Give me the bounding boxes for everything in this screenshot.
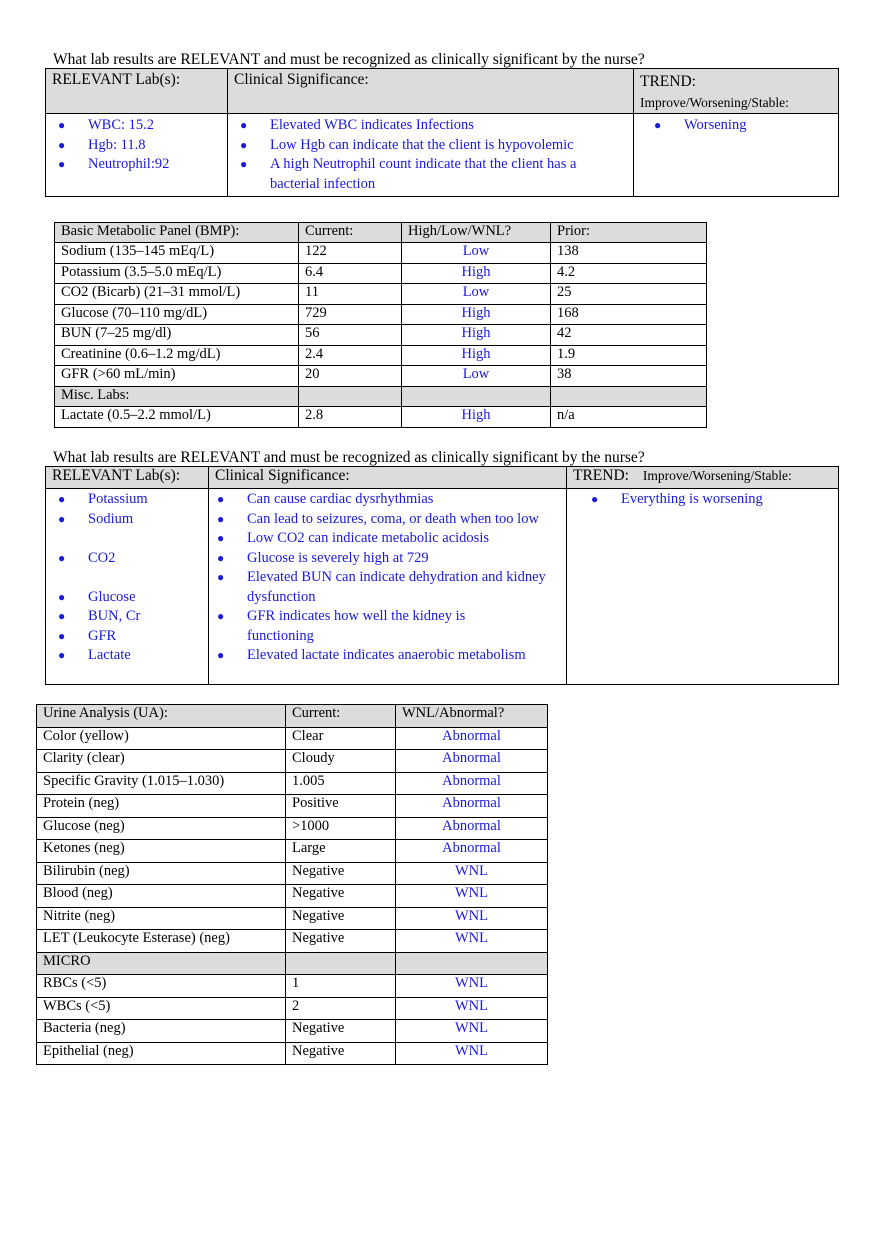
list-item: ● Hgb: 11.8: [44, 136, 227, 156]
ua-status: Abnormal: [396, 840, 548, 863]
ua-current: Negative: [286, 862, 396, 885]
list-item: ● Lactate: [44, 646, 208, 666]
list-item: ● Sodium: [44, 510, 208, 530]
ua-current: 1: [286, 975, 396, 998]
section2-labs-cell: [46, 489, 209, 685]
ua-name: LET (Leukocyte Esterase) (neg): [37, 930, 286, 953]
micro-row: [37, 952, 548, 975]
ua-current: Negative: [286, 885, 396, 908]
table-row: [55, 325, 707, 346]
ua-current: 2: [286, 997, 396, 1020]
ua-name: Nitrite (neg): [37, 907, 286, 930]
table-row: [37, 817, 548, 840]
lab-status: Low: [402, 366, 551, 387]
table-row: [37, 907, 548, 930]
lab-current: 2.8: [299, 407, 402, 428]
table-row: [55, 263, 707, 284]
list-item: ● Worsening: [640, 116, 838, 136]
section2-table: [45, 466, 839, 685]
trend-label: TREND:: [573, 467, 629, 484]
list-item: ● Everything is worsening: [577, 490, 838, 510]
table-row: [55, 304, 707, 325]
table-row: [37, 930, 548, 953]
list-item: ● Elevated WBC indicates Infections: [226, 116, 629, 136]
list-item: ● Can cause cardiac dysrhythmias: [203, 490, 566, 510]
ua-status: WNL: [396, 1042, 548, 1065]
section2-significance-header: Clinical Significance:: [209, 467, 567, 489]
ua-name: Clarity (clear): [37, 750, 286, 773]
section2-labs-header: RELEVANT Lab(s):: [46, 467, 209, 489]
ua-name: Glucose (neg): [37, 817, 286, 840]
lab-current: 56: [299, 325, 402, 346]
ua-name: Bacteria (neg): [37, 1020, 286, 1043]
lab-prior: 4.2: [551, 263, 707, 284]
lab-name: CO2 (Bicarb) (21–31 mmol/L): [55, 284, 299, 305]
ua-current: Negative: [286, 1020, 396, 1043]
table-row: [55, 284, 707, 305]
ua-status: WNL: [396, 1020, 548, 1043]
list-item: ● GFR indicates how well the kidney is functioning: [203, 607, 566, 646]
bmp-table: [54, 222, 707, 428]
table-row: [37, 862, 548, 885]
lab-status: High: [402, 263, 551, 284]
list-item: ● A high Neutrophil count indicate that the client has a bacterial infection: [226, 155, 629, 194]
bmp-header-status: High/Low/WNL?: [402, 223, 551, 243]
list-item: ● Low Hgb can indicate that the client is hypovolemic: [226, 136, 629, 156]
lab-current: 6.4: [299, 263, 402, 284]
lab-status: High: [402, 407, 551, 428]
lab-status: Low: [402, 243, 551, 264]
lab-prior: 25: [551, 284, 707, 305]
table-row: [37, 885, 548, 908]
bmp-header-current: Current:: [299, 223, 402, 243]
lab-status: High: [402, 345, 551, 366]
lab-name: GFR (>60 mL/min): [55, 366, 299, 387]
micro-label: MICRO: [37, 952, 286, 975]
table-row: [37, 1042, 548, 1065]
lab-name: Sodium (135–145 mEq/L): [55, 243, 299, 264]
list-item: ● Can lead to seizures, coma, or death when too low: [203, 510, 566, 530]
misc-labs-label: Misc. Labs:: [55, 386, 299, 407]
trend-sub-label: Improve/Worsening/Stable:: [642, 468, 792, 483]
list-item: ● Elevated BUN can indicate dehydration and kidney dysfunction: [203, 568, 566, 607]
table-row: [55, 366, 707, 387]
list-item: ● Neutrophil:92: [44, 155, 227, 175]
lab-prior: 138: [551, 243, 707, 264]
list-item: ● GFR: [44, 627, 208, 647]
lab-prior: 42: [551, 325, 707, 346]
section1-significance-cell: [228, 114, 634, 197]
lab-name: Potassium (3.5–5.0 mEq/L): [55, 263, 299, 284]
ua-current: Positive: [286, 795, 396, 818]
lab-name: Glucose (70–110 mg/dL): [55, 304, 299, 325]
ua-status: Abnormal: [396, 817, 548, 840]
ua-name: Ketones (neg): [37, 840, 286, 863]
ua-status: WNL: [396, 975, 548, 998]
lab-status: High: [402, 325, 551, 346]
lab-prior: 168: [551, 304, 707, 325]
ua-current: Negative: [286, 930, 396, 953]
table-row: [37, 795, 548, 818]
ua-status: WNL: [396, 997, 548, 1020]
ua-name: Color (yellow): [37, 727, 286, 750]
section2-question: What lab results are RELEVANT and must be recognized as clinically significant by the nurse?: [53, 449, 645, 466]
table-row: [37, 1020, 548, 1043]
section1-table: [45, 68, 839, 197]
ua-name: Bilirubin (neg): [37, 862, 286, 885]
table-row: [37, 975, 548, 998]
list-item: ● Glucose: [44, 588, 208, 608]
ua-table: [36, 704, 548, 1065]
ua-current: Large: [286, 840, 396, 863]
lab-prior: n/a: [551, 407, 707, 428]
table-row: [37, 840, 548, 863]
ua-current: Clear: [286, 727, 396, 750]
section2-significance-cell: [209, 489, 567, 685]
lab-name: Lactate (0.5–2.2 mmol/L): [55, 407, 299, 428]
ua-status: Abnormal: [396, 772, 548, 795]
list-item: ● Glucose is severely high at 729: [203, 549, 566, 569]
lab-current: 122: [299, 243, 402, 264]
ua-status: WNL: [396, 907, 548, 930]
ua-name: Specific Gravity (1.015–1.030): [37, 772, 286, 795]
lab-status: High: [402, 304, 551, 325]
table-row: [55, 407, 707, 428]
bmp-header-prior: Prior:: [551, 223, 707, 243]
table-row: [55, 345, 707, 366]
section1-trend-header: [634, 69, 839, 114]
ua-current: Cloudy: [286, 750, 396, 773]
misc-labs-row: [55, 386, 707, 407]
lab-name: Creatinine (0.6–1.2 mg/dL): [55, 345, 299, 366]
table-row: [37, 750, 548, 773]
list-item: ● Low CO2 can indicate metabolic acidosis: [203, 529, 566, 549]
ua-header-name: Urine Analysis (UA):: [37, 705, 286, 728]
ua-current: Negative: [286, 1042, 396, 1065]
ua-status: Abnormal: [396, 795, 548, 818]
ua-name: Blood (neg): [37, 885, 286, 908]
section1-trend-cell: [634, 114, 839, 197]
lab-current: 20: [299, 366, 402, 387]
lab-current: 729: [299, 304, 402, 325]
section1-labs-header: RELEVANT Lab(s):: [46, 69, 228, 114]
ua-header-status: WNL/Abnormal?: [396, 705, 548, 728]
section2-trend-header: [567, 467, 839, 489]
ua-header-current: Current:: [286, 705, 396, 728]
bmp-header-name: Basic Metabolic Panel (BMP):: [55, 223, 299, 243]
trend-sub-label: Improve/Worsening/Stable:: [640, 95, 789, 110]
ua-status: Abnormal: [396, 727, 548, 750]
lab-status: Low: [402, 284, 551, 305]
trend-label: TREND:: [640, 73, 696, 90]
lab-prior: 1.9: [551, 345, 707, 366]
ua-current: Negative: [286, 907, 396, 930]
ua-status: WNL: [396, 930, 548, 953]
list-item: ● CO2: [44, 549, 208, 569]
ua-current: 1.005: [286, 772, 396, 795]
ua-status: WNL: [396, 862, 548, 885]
lab-prior: 38: [551, 366, 707, 387]
lab-current: 2.4: [299, 345, 402, 366]
ua-status: Abnormal: [396, 750, 548, 773]
table-row: [55, 243, 707, 264]
ua-name: Epithelial (neg): [37, 1042, 286, 1065]
lab-current: 11: [299, 284, 402, 305]
lab-name: BUN (7–25 mg/dl): [55, 325, 299, 346]
section1-question: What lab results are RELEVANT and must be recognized as clinically significant by the nurse?: [53, 51, 645, 68]
list-item: ● Potassium: [44, 490, 208, 510]
ua-name: Protein (neg): [37, 795, 286, 818]
table-row: [37, 772, 548, 795]
section1-labs-cell: [46, 114, 228, 197]
table-row: [37, 997, 548, 1020]
ua-name: WBCs (<5): [37, 997, 286, 1020]
section2-trend-cell: [567, 489, 839, 685]
section1-significance-header: Clinical Significance:: [228, 69, 634, 114]
list-item: ● WBC: 15.2: [44, 116, 227, 136]
ua-name: RBCs (<5): [37, 975, 286, 998]
ua-status: WNL: [396, 885, 548, 908]
list-item: ● BUN, Cr: [44, 607, 208, 627]
list-item: ● Elevated lactate indicates anaerobic metabolism: [203, 646, 566, 666]
ua-current: >1000: [286, 817, 396, 840]
table-row: [37, 727, 548, 750]
